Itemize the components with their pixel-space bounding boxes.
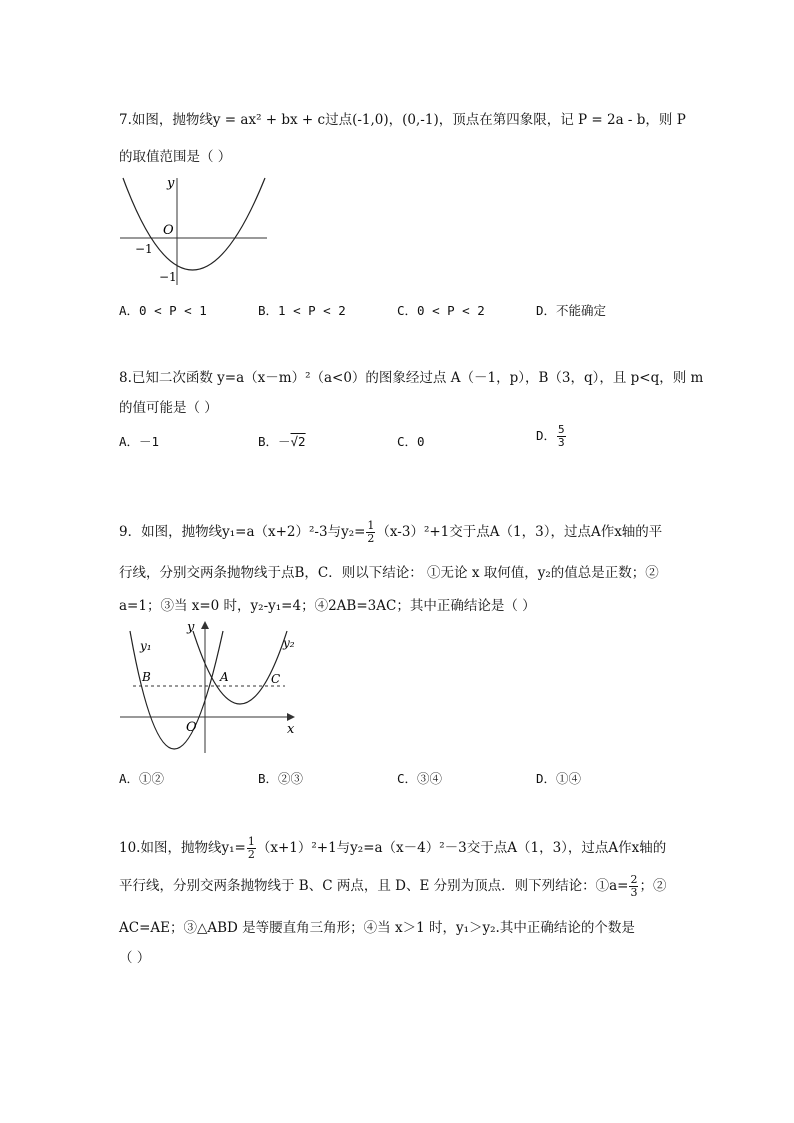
q7-origin-label: O: [163, 223, 174, 238]
q10-line2-denominator: 3: [630, 886, 638, 899]
q9-x-axis-arrow: [287, 713, 295, 721]
q9-y1-label: y₁: [140, 639, 152, 653]
q9-origin-label: O: [186, 720, 197, 735]
q9-graph: [115, 617, 305, 757]
q8-stem-line2: 的值可能是（ ）: [119, 400, 218, 416]
q9-fraction: [366, 520, 375, 545]
q8-option-b-root: √2: [290, 434, 306, 449]
q9-option-a[interactable]: A．①②: [119, 771, 165, 786]
q10-fraction-denominator: 2: [247, 848, 255, 861]
q9-stem-line1-a: 9．如图，抛物线y₁=a（x+2）²-3与y₂=: [119, 524, 366, 540]
q9-fraction-numerator: 1: [367, 519, 375, 532]
q7-yneg1-label: −1: [159, 270, 177, 284]
q7-xneg1-label: −1: [135, 242, 153, 256]
q10-stem-line2: [119, 874, 666, 899]
q8-option-b[interactable]: [258, 432, 306, 450]
q10-stem-line2-b: ；②: [639, 878, 667, 894]
q9-x-label: x: [287, 722, 295, 737]
q9-stem-line2: 行线，分别交两条抛物线于点B，C．则以下结论： ①无论 x 取何值，y₂的值总是正数；②: [119, 565, 659, 581]
q7-graph: [115, 170, 275, 290]
q7-y-label: y: [167, 176, 175, 191]
q8-option-d-prefix: D．: [536, 428, 557, 443]
q8-option-c[interactable]: C．0: [397, 434, 425, 449]
q8-option-d-denominator: 3: [558, 436, 565, 449]
q10-line2-fraction: [629, 874, 638, 899]
q7-stem-line1: 7.如图，抛物线y = ax² + bx + c过点(-1,0)，(0,-1)，顶点在第四象限，记 P = 2a - b，则 P: [119, 112, 686, 128]
q9-option-d[interactable]: D．①④: [536, 771, 582, 786]
q9-stem-line3: a=1；③当 x=0 时，y₂-y₁=4；④2AB=3AC；其中正确结论是（ ）: [119, 598, 536, 614]
q9-y-axis-arrow: [201, 621, 209, 629]
q7-option-c[interactable]: C．0 < P < 2: [397, 303, 485, 318]
q10-fraction: [247, 836, 256, 861]
q7-parabola: [123, 178, 265, 270]
q8-option-d-numerator: 5: [558, 423, 565, 436]
q9-point-c-label: C: [271, 672, 281, 686]
q9-point-a-label: A: [220, 670, 229, 684]
q10-stem-line1-b: （x+1）²+1与y₂=a（x－4）²－3交于点A（1，3），过点A作x轴的: [256, 840, 667, 856]
q10-stem-line1-a: 10.如图，抛物线y₁=: [119, 840, 246, 856]
q9-point-b-label: B: [142, 670, 151, 684]
q8-option-d[interactable]: [536, 424, 567, 449]
q7-option-b[interactable]: B．1 < P < 2: [258, 303, 346, 318]
q8-option-a[interactable]: A．－1: [119, 434, 160, 449]
q10-stem-line2-a: 平行线，分别交两条抛物线于 B、C 两点，且 D、E 分别为顶点．则下列结论：①a=: [119, 878, 629, 894]
q10-stem-line1: [119, 836, 666, 861]
q10-stem-line4: （ ）: [119, 950, 151, 966]
q7-option-d[interactable]: D．不能确定: [536, 303, 607, 318]
q10-line2-numerator: 2: [630, 873, 638, 886]
q8-stem-line1: 8.已知二次函数 y=a（x－m）²（a<0）的图象经过点 A（－1，p），B（3，q），且 p<q，则 m: [119, 370, 704, 386]
q7-option-a[interactable]: A．0 < P < 1: [119, 303, 207, 318]
q9-fraction-denominator: 2: [367, 532, 375, 545]
q7-stem-line2: 的取值范围是（ ）: [119, 149, 232, 165]
q9-option-b[interactable]: B．②③: [258, 771, 304, 786]
q10-fraction-numerator: 1: [247, 835, 255, 848]
q8-option-b-prefix: B．－: [258, 434, 291, 449]
q10-stem-line3: AC=AE；③△ABD 是等腰直角三角形；④当 x＞1 时，y₁＞y₂.其中正确结论的个数是: [119, 920, 635, 936]
q9-option-c[interactable]: C．③④: [397, 771, 443, 786]
q9-y2-label: y₂: [283, 636, 295, 650]
q9-stem-line1: [119, 520, 662, 545]
q9-stem-line1-b: （x-3）²+1交于点A（1，3），过点A作x轴的平: [376, 524, 663, 540]
q9-y-label: y: [187, 620, 195, 635]
q8-option-d-fraction: [557, 424, 566, 449]
